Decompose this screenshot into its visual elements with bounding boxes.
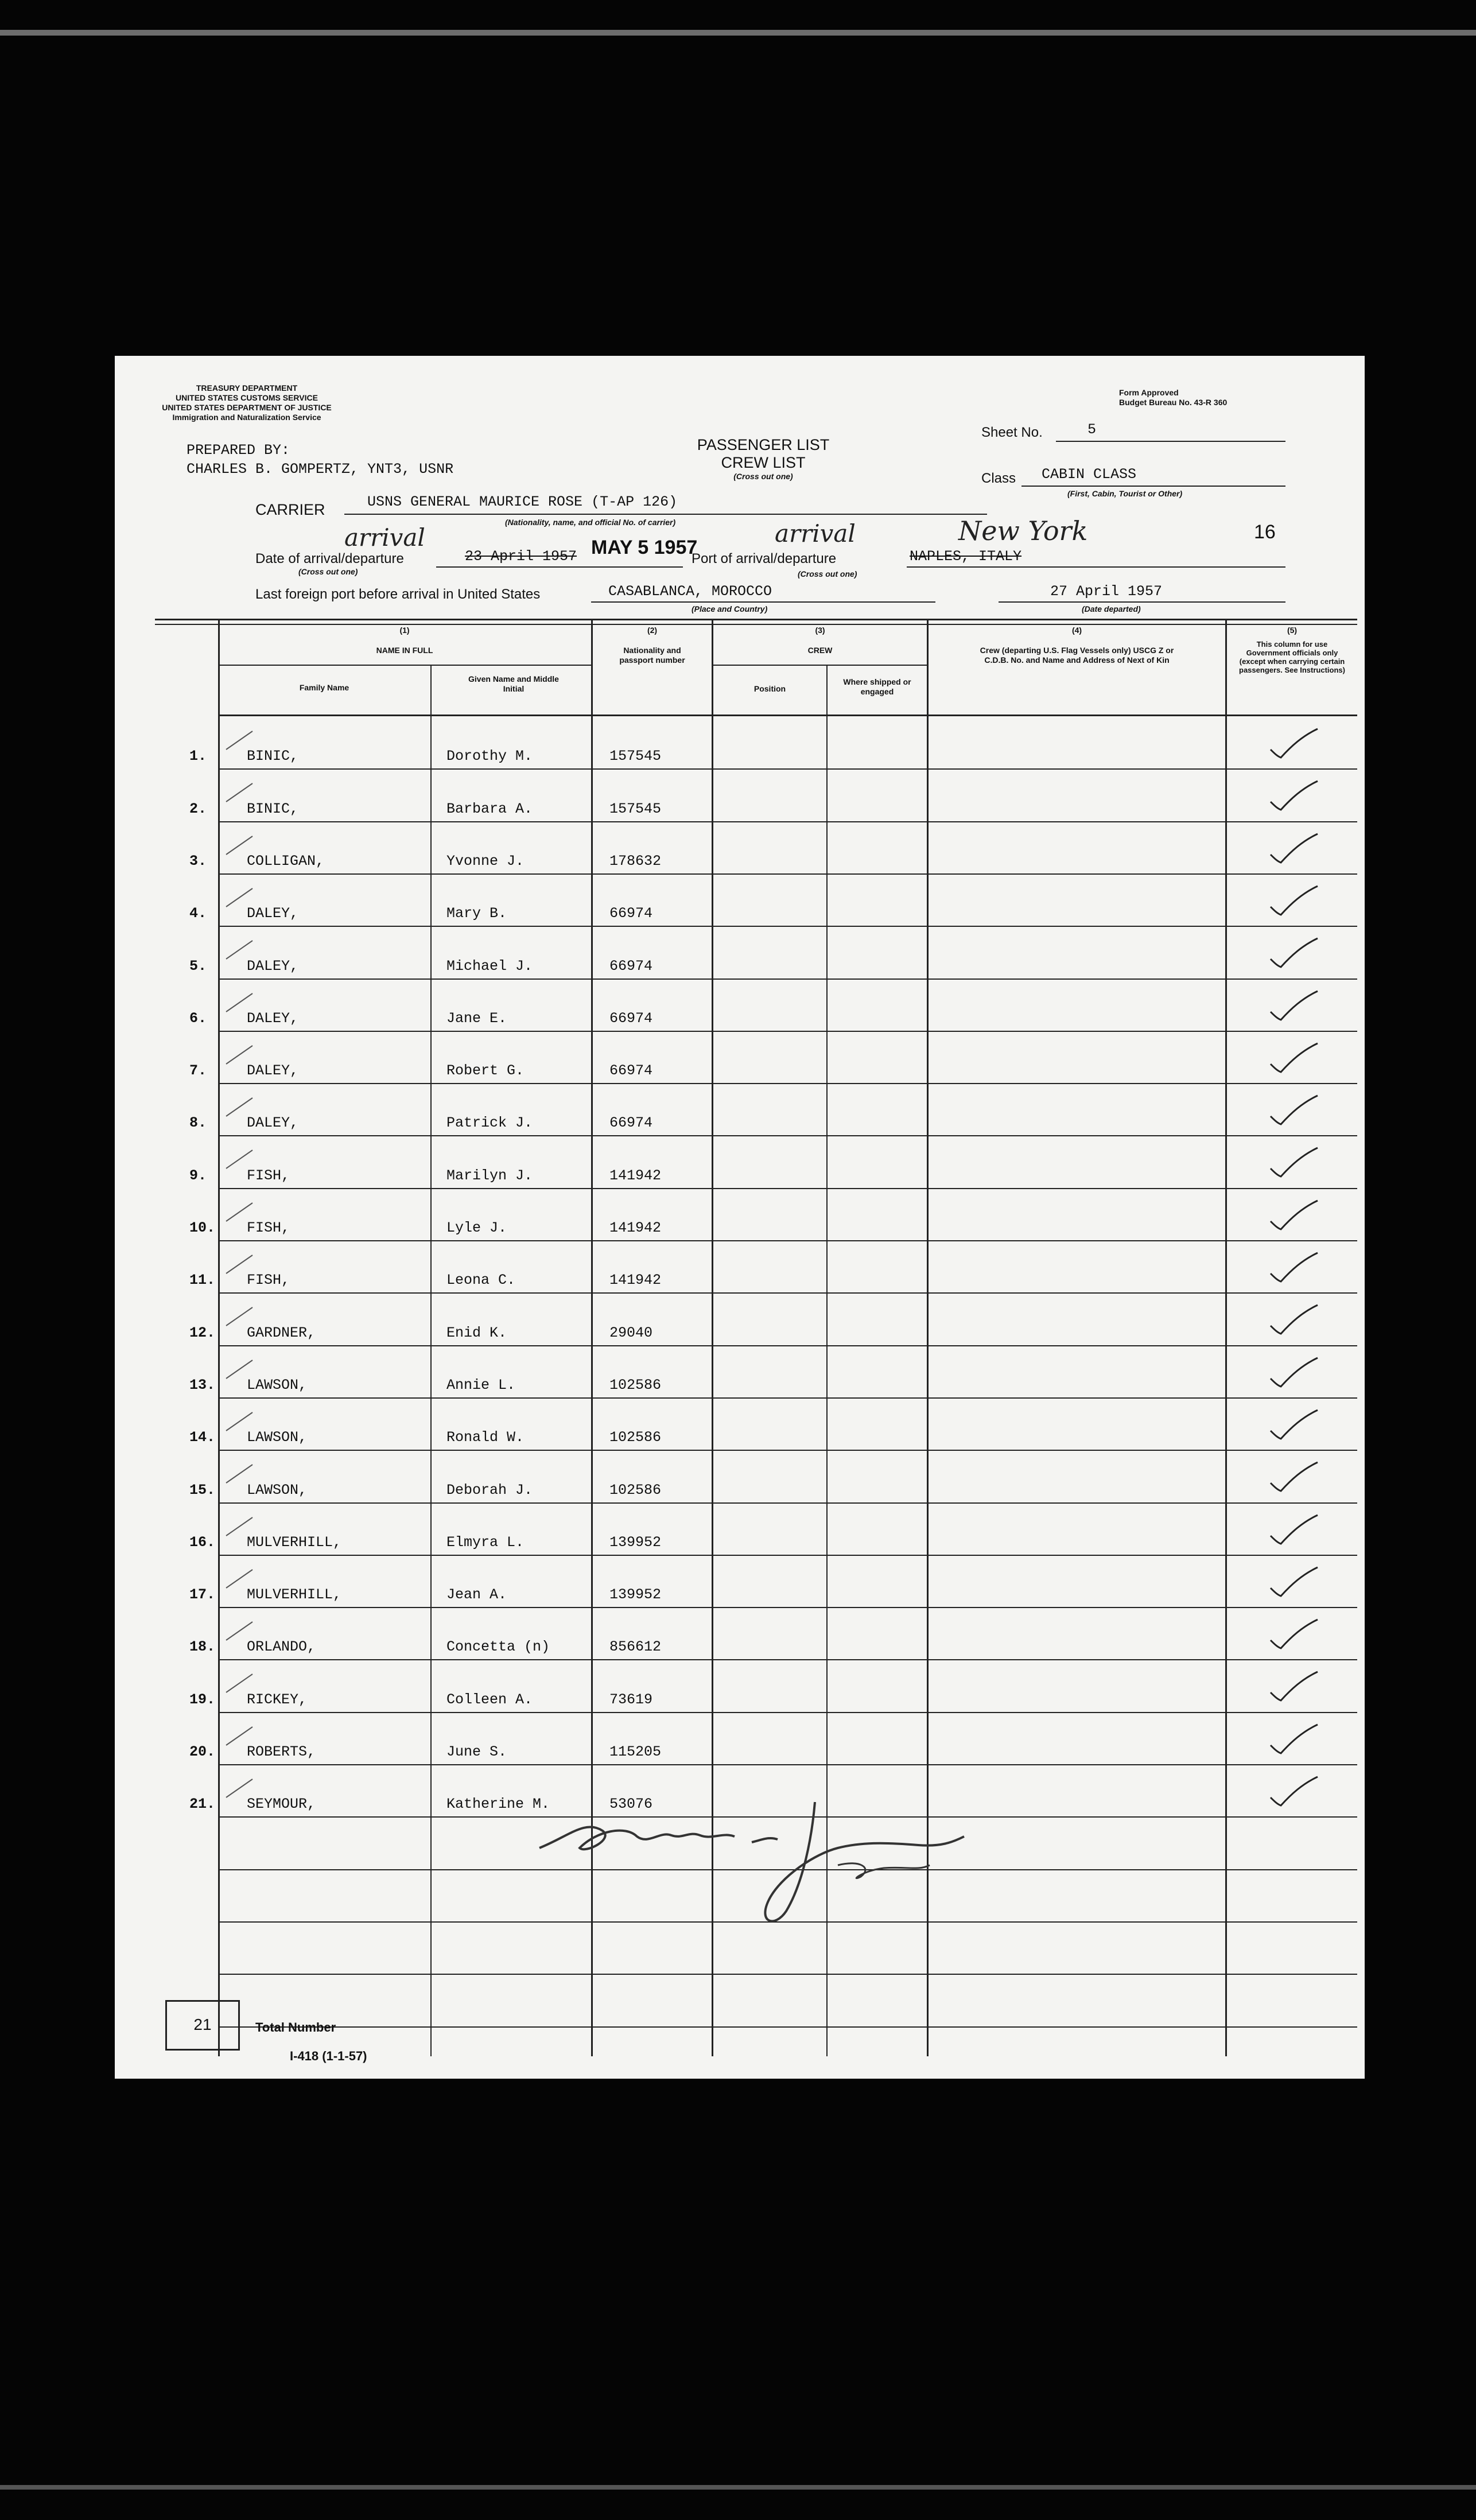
passport-cell: 139952 xyxy=(609,1586,662,1603)
row-number: 7. xyxy=(189,1062,207,1079)
row-number: 2. xyxy=(189,801,207,817)
page-number: 16 xyxy=(1254,521,1276,543)
passport-cell: 141942 xyxy=(609,1272,662,1288)
family-name-cell: COLLIGAN, xyxy=(247,853,325,869)
passport-cell: 66974 xyxy=(609,1115,653,1131)
passport-cell: 178632 xyxy=(609,853,662,869)
col1-header xyxy=(218,626,591,655)
given-name-cell: Elmyra L. xyxy=(446,1534,525,1551)
row-divider xyxy=(218,1397,1357,1399)
given-name-cell: Leona C. xyxy=(446,1272,516,1288)
passport-cell: 141942 xyxy=(609,1167,662,1184)
row-divider xyxy=(218,1712,1357,1713)
family-name-cell: LAWSON, xyxy=(247,1377,308,1393)
row-divider xyxy=(218,1607,1357,1608)
date-struck: 23 April 1957 xyxy=(465,548,577,565)
row-divider xyxy=(218,926,1357,927)
family-name-cell: ORLANDO, xyxy=(247,1638,316,1655)
given-name-cell: Enid K. xyxy=(446,1325,507,1341)
tick-mark-icon xyxy=(224,1515,258,1538)
passport-cell: 102586 xyxy=(609,1377,662,1393)
tick-mark-icon xyxy=(224,1253,258,1276)
check-mark-icon xyxy=(1268,1093,1320,1128)
given-name-cell: Lyle J. xyxy=(446,1220,507,1236)
row-divider xyxy=(218,1292,1357,1294)
tick-mark-icon xyxy=(224,1567,258,1590)
check-mark-icon xyxy=(1268,1460,1320,1494)
signature-scribble xyxy=(516,1768,976,1951)
row-divider xyxy=(218,1240,1357,1241)
col3-header xyxy=(713,626,927,655)
col3-title: CREW xyxy=(807,646,833,655)
family-name-cell: RICKEY, xyxy=(247,1691,308,1708)
check-mark-icon xyxy=(1268,1408,1320,1442)
col2-title: Nationality and passport number xyxy=(619,646,685,665)
given-name-cell: Mary B. xyxy=(446,905,507,922)
tick-mark-icon xyxy=(224,781,258,804)
tick-mark-icon xyxy=(224,1462,258,1485)
class-note: (First, Cabin, Tourist or Other) xyxy=(1067,489,1183,498)
row-divider xyxy=(218,1502,1357,1504)
tick-mark-icon xyxy=(224,886,258,909)
row-divider xyxy=(218,873,1357,875)
passport-cell: 102586 xyxy=(609,1482,662,1498)
check-mark-icon xyxy=(1268,989,1320,1023)
given-name-cell: Colleen A. xyxy=(446,1691,533,1708)
family-name-cell: SEYMOUR, xyxy=(247,1796,316,1812)
family-name-cell: LAWSON, xyxy=(247,1429,308,1446)
last-port-value: CASABLANCA, MOROCCO xyxy=(608,583,772,600)
last-port-note: (Place and Country) xyxy=(692,604,768,614)
col2-number: (2) xyxy=(647,626,658,635)
row-divider xyxy=(218,768,1357,770)
family-name-cell: FISH, xyxy=(247,1272,290,1288)
given-name-cell: Deborah J. xyxy=(446,1482,533,1498)
passport-cell: 66974 xyxy=(609,1010,653,1027)
row-number: 19. xyxy=(189,1691,216,1708)
tick-mark-icon xyxy=(224,1777,258,1800)
passenger-list-document xyxy=(115,356,1365,2079)
family-name-cell: GARDNER, xyxy=(247,1325,316,1341)
tick-mark-icon xyxy=(224,834,258,857)
carrier-label: CARRIER xyxy=(255,501,325,518)
row-number: 1. xyxy=(189,748,207,764)
row-divider xyxy=(218,1764,1357,1765)
check-mark-icon xyxy=(1268,1251,1320,1285)
check-mark-icon xyxy=(1268,1146,1320,1180)
row-number: 14. xyxy=(189,1429,216,1446)
passport-cell: 66974 xyxy=(609,1062,653,1079)
row-divider xyxy=(218,1659,1357,1660)
agency-header xyxy=(138,383,356,422)
tick-mark-icon xyxy=(224,1358,258,1381)
tick-mark-icon xyxy=(224,729,258,752)
form-id: I-418 (1-1-57) xyxy=(290,2049,367,2063)
date-label: Date of arrival/departure xyxy=(255,551,404,566)
title-cross-out-note: (Cross out one) xyxy=(733,472,793,481)
tick-mark-icon xyxy=(224,1620,258,1643)
date-departed-note: (Date departed) xyxy=(1082,604,1141,614)
class-label: Class xyxy=(981,471,1016,486)
row-divider xyxy=(218,1135,1357,1136)
row-divider xyxy=(218,2026,1357,2028)
row-divider xyxy=(218,1555,1357,1556)
given-name-cell: Concetta (n) xyxy=(446,1638,550,1655)
last-port-label: Last foreign port before arrival in United States xyxy=(255,587,541,602)
tick-mark-icon xyxy=(224,1148,258,1171)
carrier-note: (Nationality, name, and official No. of carrier) xyxy=(505,518,676,527)
total-value: 21 xyxy=(193,2016,212,2033)
row-divider xyxy=(218,821,1357,822)
col4-number: (4) xyxy=(1071,626,1082,635)
given-name-cell: June S. xyxy=(446,1744,507,1760)
passport-cell: 157545 xyxy=(609,748,662,764)
col4-header xyxy=(929,626,1225,665)
tick-mark-icon xyxy=(224,1672,258,1695)
col2-header xyxy=(593,626,712,665)
passport-cell: 102586 xyxy=(609,1429,662,1446)
check-mark-icon xyxy=(1268,1565,1320,1599)
check-mark-icon xyxy=(1268,884,1320,918)
family-name-cell: FISH, xyxy=(247,1167,290,1184)
tick-mark-icon xyxy=(224,1043,258,1066)
given-name-cell: Ronald W. xyxy=(446,1429,525,1446)
check-mark-icon xyxy=(1268,1775,1320,1809)
check-mark-icon xyxy=(1268,1303,1320,1337)
sheet-value: 5 xyxy=(1087,421,1097,438)
given-name-cell: Robert G. xyxy=(446,1062,525,1079)
given-name-cell: Yvonne J. xyxy=(446,853,525,869)
col4-title: Crew (departing U.S. Flag Vessels only) USCG Z or C.D.B. No. and Name and Address of Next of Kin xyxy=(980,646,1174,665)
title-passenger-list: PASSENGER LIST xyxy=(697,436,830,453)
form-title xyxy=(643,436,884,481)
row-number: 9. xyxy=(189,1167,207,1184)
col3-number: (3) xyxy=(815,626,825,635)
row-number: 10. xyxy=(189,1220,216,1236)
col3a-position: Position xyxy=(753,684,786,693)
passport-cell: 66974 xyxy=(609,958,653,974)
family-name-cell: DALEY, xyxy=(247,958,299,974)
check-mark-icon xyxy=(1268,1198,1320,1233)
family-name-cell: MULVERHILL, xyxy=(247,1534,342,1551)
tick-mark-icon xyxy=(224,1201,258,1224)
passport-cell: 115205 xyxy=(609,1744,662,1760)
row-number: 5. xyxy=(189,958,207,974)
col5-header xyxy=(1227,626,1357,674)
family-name-cell: BINIC, xyxy=(247,748,299,764)
passport-cell: 141942 xyxy=(609,1220,662,1236)
class-value: CABIN CLASS xyxy=(1042,466,1137,483)
carrier-value: USNS GENERAL MAURICE ROSE (T-AP 126) xyxy=(367,494,678,510)
col1a-family-name: Family Name xyxy=(299,683,349,692)
passport-cell: 139952 xyxy=(609,1534,662,1551)
family-name-cell: FISH, xyxy=(247,1220,290,1236)
tick-mark-icon xyxy=(224,991,258,1014)
row-number: 8. xyxy=(189,1115,207,1131)
row-number: 21. xyxy=(189,1796,216,1812)
prepared-by-label: PREPARED BY: xyxy=(187,442,290,459)
tick-mark-icon xyxy=(224,1410,258,1433)
form-approved-text: Form Approved xyxy=(1119,388,1179,397)
budget-bureau-text: Budget Bureau No. 43-R 360 xyxy=(1119,398,1228,407)
family-name-cell: ROBERTS, xyxy=(247,1744,316,1760)
tick-mark-icon xyxy=(224,1305,258,1328)
col1-title: NAME IN FULL xyxy=(376,646,433,655)
sheet-label: Sheet No. xyxy=(981,425,1043,440)
family-name-cell: DALEY, xyxy=(247,1062,299,1079)
form-approval xyxy=(1119,388,1227,407)
passport-cell: 73619 xyxy=(609,1691,653,1708)
passport-cell: 53076 xyxy=(609,1796,653,1812)
row-number: 4. xyxy=(189,905,207,922)
row-divider xyxy=(218,1345,1357,1346)
total-label: Total Number xyxy=(255,2020,336,2034)
row-divider xyxy=(218,1450,1357,1451)
given-name-cell: Annie L. xyxy=(446,1377,516,1393)
given-name-cell: Patrick J. xyxy=(446,1115,533,1131)
col3b-where-shipped: Where shipped or engaged xyxy=(843,677,911,696)
date-cross-note: (Cross out one) xyxy=(298,567,358,576)
title-crew-list: CREW LIST xyxy=(721,454,806,471)
passport-cell: 856612 xyxy=(609,1638,662,1655)
port-struck: NAPLES, ITALY xyxy=(910,548,1022,565)
agency-line-1: TREASURY DEPARTMENT xyxy=(196,383,298,393)
given-name-cell: Jane E. xyxy=(446,1010,507,1027)
agency-line-3: UNITED STATES DEPARTMENT OF JUSTICE xyxy=(162,403,332,412)
check-mark-icon xyxy=(1268,727,1320,761)
row-number: 18. xyxy=(189,1638,216,1655)
date-departed-value: 27 April 1957 xyxy=(1050,583,1163,600)
given-name-cell: Dorothy M. xyxy=(446,748,533,764)
row-divider xyxy=(218,1974,1357,1975)
passport-cell: 157545 xyxy=(609,801,662,817)
given-name-cell: Katherine M. xyxy=(446,1796,550,1812)
passport-cell: 66974 xyxy=(609,905,653,922)
col5-title: This column for use Government officials only (except when carrying certain passengers. See Instructions) xyxy=(1239,640,1345,674)
family-name-cell: DALEY, xyxy=(247,1115,299,1131)
check-mark-icon xyxy=(1268,936,1320,970)
col5-number: (5) xyxy=(1287,626,1298,635)
check-mark-icon xyxy=(1268,1669,1320,1704)
tick-mark-icon xyxy=(224,1725,258,1748)
given-name-cell: Marilyn J. xyxy=(446,1167,533,1184)
row-divider xyxy=(218,979,1357,980)
tick-mark-icon xyxy=(224,938,258,961)
total-box xyxy=(165,2000,240,2051)
row-number: 17. xyxy=(189,1586,216,1603)
tick-mark-icon xyxy=(224,1096,258,1119)
family-name-cell: BINIC, xyxy=(247,801,299,817)
check-mark-icon xyxy=(1268,1356,1320,1390)
family-name-cell: MULVERHILL, xyxy=(247,1586,342,1603)
row-divider xyxy=(218,1031,1357,1032)
family-name-cell: DALEY, xyxy=(247,1010,299,1027)
agency-line-4: Immigration and Naturalization Service xyxy=(172,413,321,422)
port-cross-note: (Cross out one) xyxy=(798,569,857,578)
film-edge-bottom xyxy=(0,2485,1476,2490)
row-number: 11. xyxy=(189,1272,216,1288)
row-number: 12. xyxy=(189,1325,216,1341)
family-name-cell: LAWSON, xyxy=(247,1482,308,1498)
check-mark-icon xyxy=(1268,1722,1320,1757)
col1b-given-name: Given Name and Middle Initial xyxy=(468,674,559,693)
row-number: 16. xyxy=(189,1534,216,1551)
row-number: 3. xyxy=(189,853,207,869)
check-mark-icon xyxy=(1268,779,1320,813)
row-number: 6. xyxy=(189,1010,207,1027)
row-divider xyxy=(218,1083,1357,1084)
passport-cell: 29040 xyxy=(609,1325,653,1341)
given-name-cell: Jean A. xyxy=(446,1586,507,1603)
prepared-by-value: CHARLES B. GOMPERTZ, YNT3, USNR xyxy=(187,461,454,477)
row-divider xyxy=(218,1188,1357,1189)
given-name-cell: Barbara A. xyxy=(446,801,533,817)
given-name-cell: Michael J. xyxy=(446,958,533,974)
family-name-cell: DALEY, xyxy=(247,905,299,922)
check-mark-icon xyxy=(1268,1617,1320,1652)
check-mark-icon xyxy=(1268,1513,1320,1547)
row-number: 20. xyxy=(189,1744,216,1760)
port-label: Port of arrival/departure xyxy=(692,551,837,566)
date-stamp: MAY 5 1957 xyxy=(591,537,698,558)
col1-number: (1) xyxy=(399,626,410,635)
check-mark-icon xyxy=(1268,832,1320,866)
row-number: 13. xyxy=(189,1377,216,1393)
handwritten-port: New York xyxy=(958,515,1088,546)
check-mark-icon xyxy=(1268,1041,1320,1075)
film-edge-top xyxy=(0,30,1476,36)
row-number: 15. xyxy=(189,1482,216,1498)
handwritten-arrival-2: arrival xyxy=(775,519,856,548)
handwritten-arrival-1: arrival xyxy=(344,523,425,552)
agency-line-2: UNITED STATES CUSTOMS SERVICE xyxy=(176,393,318,402)
